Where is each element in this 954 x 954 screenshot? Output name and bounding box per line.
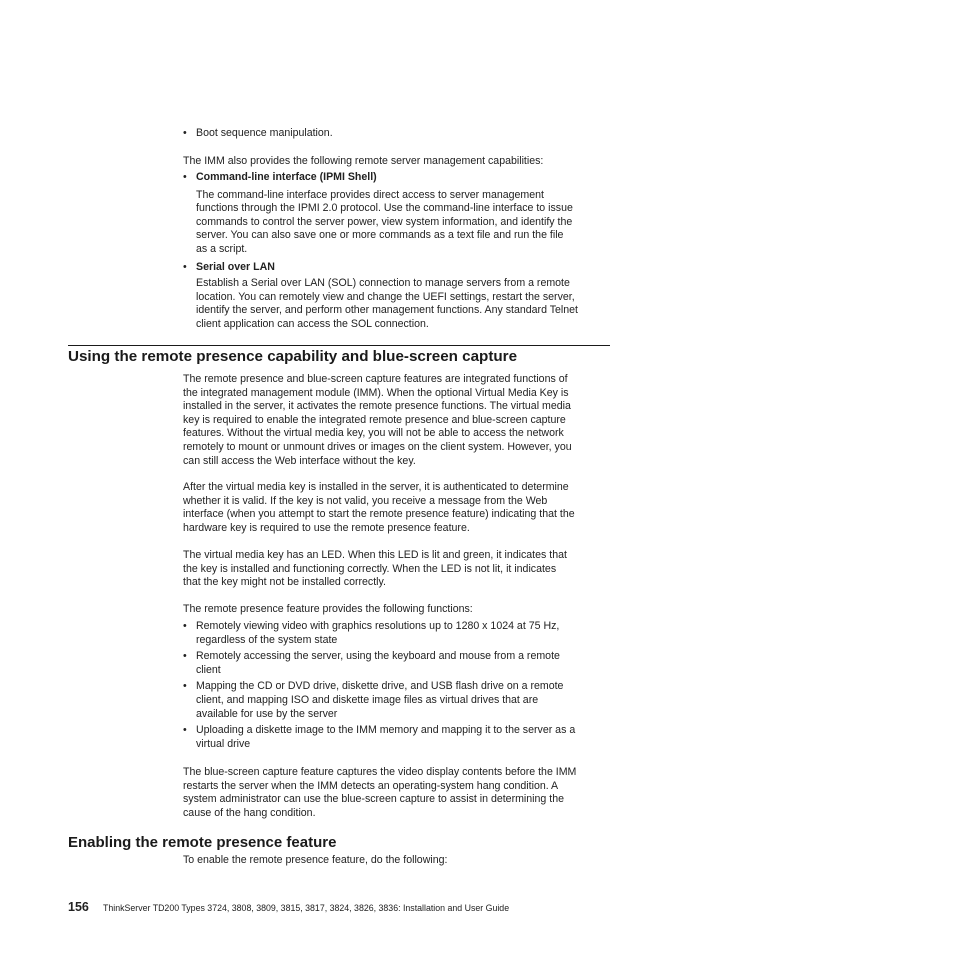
section-heading: Using the remote presence capability and blue-screen capture	[68, 348, 518, 365]
capability-title: Serial over LAN	[196, 260, 275, 273]
top-bullet-list	[183, 127, 613, 141]
paragraph: After the virtual media key is installed in the server, it is authenticated to determine whether it is valid. If the key is not valid, you receive a message from the Web interface (when you attempt to start the remote presence feature) indicating that the hardware key is required to use the remote presence feature.	[183, 481, 575, 534]
paragraph: To enable the remote presence feature, do the following:	[183, 854, 448, 866]
list-item: • Remotely accessing the server, using the keyboard and mouse from a remote client	[183, 650, 613, 677]
footer-title: ThinkServer TD200 Types 3724, 3808, 3809, 3815, 3817, 3824, 3826, 3836: Installation and User Guide	[103, 903, 510, 913]
paragraph: The remote presence feature provides the following functions:	[183, 603, 473, 615]
capability-description: Establish a Serial over LAN (SOL) connection to manage servers from a remote location. You can remotely view and change the UEFI settings, restart the server, identify the server, and perform other management functions. Any standard Telnet client application can access the SOL connection.	[196, 277, 578, 330]
section-rule	[68, 345, 610, 346]
imm-intro-paragraph: The IMM also provides the following remote server management capabilities:	[183, 155, 544, 167]
list-item	[183, 261, 613, 275]
capability-title: Command-line interface (IPMI Shell)	[196, 171, 377, 183]
paragraph: The virtual media key has an LED. When this LED is lit and green, it indicates that the key is installed and functioning correctly. When the LED is not lit, it indicates that the key might not be installed correctly.	[183, 549, 567, 589]
list-item: • Remotely viewing video with graphics resolutions up to 1280 x 1024 at 75 Hz, regardless of the system state	[183, 620, 613, 647]
list-item: • Uploading a diskette image to the IMM memory and mapping it to the server as a virtual drive	[183, 724, 613, 751]
capabilities-list	[183, 171, 613, 332]
subsection-heading: Enabling the remote presence feature	[68, 834, 337, 851]
paragraph: The remote presence and blue-screen capture features are integrated functions of the integrated management module (IMM). When the optional Virtual Media Key is installed in the server, it activates the remote presence functions. The virtual media key is required to enable the integrated remote presence and blue-screen capture features. Without the virtual media key, you will not be able to access the network remotely to mount or unmount drives or images on the client system. However, you can still access the Web interface without the key.	[183, 373, 572, 467]
list-item: • Mapping the CD or DVD drive, diskette drive, and USB flash drive on a remote client, and mapping ISO and diskette image files as virtual drives that are available for use by the server	[183, 680, 613, 721]
list-item: • Boot sequence manipulation.	[183, 127, 613, 141]
paragraph: The blue-screen capture feature captures the video display contents before the IMM restarts the server when the IMM detects an operating-system hang condition. A system administrator can use the blue-screen capture to assist in determining the cause of the hang condition.	[183, 766, 577, 819]
list-item	[183, 171, 613, 185]
functions-list	[183, 620, 613, 751]
capability-description: The command-line interface provides direct access to server management functions through the IPMI 2.0 protocol. Use the command-line interface to issue commands to control the server power, view system information, and identify the server. You can also save one or more commands as a text file and run the file as a script.	[196, 188, 573, 255]
page-number: 156	[68, 900, 89, 914]
